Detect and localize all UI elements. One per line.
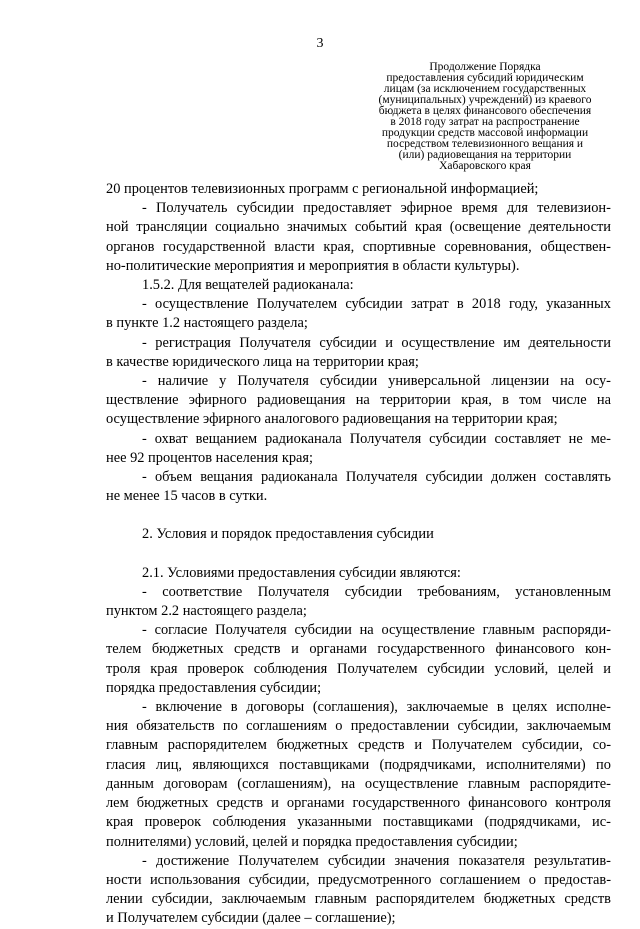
word: должен bbox=[491, 469, 537, 486]
word: ществление bbox=[106, 392, 179, 409]
word: ис- bbox=[592, 814, 611, 831]
word: у bbox=[219, 373, 227, 390]
word: эфирное bbox=[400, 200, 453, 217]
word: предусмотренного bbox=[317, 871, 432, 888]
word: 2018 bbox=[471, 296, 501, 313]
word: субсидии bbox=[345, 296, 403, 313]
word: в bbox=[230, 699, 238, 716]
word: и bbox=[271, 795, 279, 812]
word: осуществление bbox=[381, 622, 475, 639]
text-line bbox=[106, 199, 611, 218]
text-line bbox=[106, 238, 611, 257]
word: субсидии bbox=[319, 373, 378, 390]
word: Получателем bbox=[431, 737, 513, 754]
word: составлять bbox=[544, 469, 611, 486]
word: о bbox=[335, 718, 343, 735]
word: Получателя bbox=[257, 583, 330, 600]
word: проверок bbox=[144, 814, 202, 831]
word: поставщиками bbox=[383, 814, 474, 831]
word: году, bbox=[508, 296, 538, 313]
word: на bbox=[596, 392, 611, 409]
text-line bbox=[106, 871, 611, 890]
word: лем bbox=[106, 795, 129, 812]
word: субсидии bbox=[429, 430, 487, 447]
word: соответствие bbox=[162, 583, 243, 600]
word: исполне- bbox=[556, 699, 611, 716]
text-line bbox=[106, 391, 611, 410]
word: власти bbox=[274, 238, 315, 255]
word: составляет bbox=[494, 430, 561, 447]
header-note-line: Продолжение Порядка bbox=[429, 61, 541, 73]
word: деятельности bbox=[528, 334, 611, 351]
word: для bbox=[506, 200, 528, 217]
text-line bbox=[106, 698, 611, 717]
text-line: в качестве юридического лица на территории края; bbox=[106, 353, 419, 370]
text-line bbox=[106, 372, 611, 391]
word: по bbox=[596, 756, 611, 773]
text-line bbox=[106, 736, 611, 755]
word: на bbox=[341, 775, 356, 792]
word: главным bbox=[106, 737, 159, 754]
text-line bbox=[106, 295, 611, 314]
word: осуществление bbox=[155, 296, 249, 313]
text-line: порядка предоставления субсидии; bbox=[106, 679, 322, 696]
word: субсидии bbox=[327, 852, 386, 869]
word: субсидии bbox=[425, 469, 483, 486]
word: на bbox=[355, 392, 370, 409]
word: субсидии bbox=[319, 334, 377, 351]
text-line bbox=[106, 468, 611, 487]
word: края bbox=[150, 660, 178, 677]
word: наличие bbox=[157, 373, 209, 390]
word: органами bbox=[309, 641, 367, 658]
word: обществен- bbox=[540, 238, 611, 255]
word: не bbox=[568, 430, 583, 447]
word: Получателя bbox=[345, 469, 418, 486]
word: обязательств bbox=[136, 718, 215, 735]
word: телем bbox=[106, 641, 142, 658]
word: универсальной bbox=[388, 373, 481, 390]
word: поставщиками bbox=[279, 756, 370, 773]
word: - bbox=[142, 852, 147, 869]
word: в bbox=[456, 296, 464, 313]
text-line bbox=[106, 852, 611, 871]
word: края bbox=[414, 219, 443, 236]
header-note-line: продукции средств массовой информации bbox=[381, 127, 589, 139]
word: условий, bbox=[494, 660, 549, 677]
word: - bbox=[142, 296, 147, 313]
word: главным bbox=[468, 775, 521, 792]
word: государственного bbox=[352, 795, 461, 812]
word: и bbox=[385, 334, 393, 351]
header-note-line: бюджета в целях финансового обеспечения bbox=[378, 105, 592, 117]
word: (подрядчиками, bbox=[484, 814, 581, 831]
word: контроля bbox=[555, 795, 611, 812]
word: (соглашениям), bbox=[237, 775, 332, 792]
word: ности bbox=[106, 871, 142, 888]
text-line: осуществление эфирного аналогового радиовещания на территории края; bbox=[106, 411, 558, 428]
word: спортивные bbox=[362, 238, 436, 255]
word: по bbox=[222, 718, 238, 735]
word: государственного bbox=[377, 641, 485, 658]
word: - bbox=[142, 430, 147, 447]
word: проверок bbox=[187, 660, 244, 677]
word: соблюдения bbox=[253, 660, 328, 677]
word: ной bbox=[106, 219, 129, 236]
word: достижение bbox=[156, 852, 230, 869]
word: субсидии bbox=[236, 200, 294, 217]
text-line bbox=[106, 640, 611, 659]
word: - bbox=[142, 469, 147, 486]
word: том bbox=[519, 392, 542, 409]
text-line bbox=[106, 334, 611, 353]
word: и bbox=[414, 737, 423, 754]
word: бюджетных bbox=[483, 891, 556, 908]
word: осу- bbox=[585, 373, 611, 390]
text-line bbox=[106, 890, 611, 909]
word: событий bbox=[354, 219, 408, 236]
word: установленным bbox=[515, 583, 611, 600]
word: Получателя bbox=[215, 622, 287, 639]
word: (освещение bbox=[449, 219, 521, 236]
word: данным bbox=[106, 775, 154, 792]
word: субсидии bbox=[427, 660, 485, 677]
word: - bbox=[142, 373, 147, 390]
header-note bbox=[355, 62, 615, 172]
word: соревнования, bbox=[444, 238, 532, 255]
word: со- bbox=[592, 737, 611, 754]
word: бюджетных bbox=[151, 641, 224, 658]
word: целей bbox=[558, 660, 594, 677]
word: предоставлении bbox=[350, 718, 450, 735]
word: охват bbox=[154, 430, 188, 447]
word: требованиям, bbox=[417, 583, 500, 600]
word: Получателя bbox=[349, 430, 422, 447]
word: троля bbox=[106, 660, 141, 677]
word: социально bbox=[215, 219, 280, 236]
document-body bbox=[106, 180, 611, 929]
word: показателя bbox=[458, 852, 525, 869]
word: главным bbox=[314, 891, 367, 908]
word: соглашением bbox=[439, 871, 521, 888]
word: ния bbox=[106, 718, 129, 735]
word: - bbox=[142, 699, 147, 716]
word: предоставляет bbox=[303, 200, 392, 217]
header-note-line: лицам (за исключением государственных bbox=[383, 83, 587, 95]
header-note-line: посредством телевизионного вещания и bbox=[386, 138, 584, 150]
word: Получателя bbox=[237, 373, 309, 390]
text-line: полнителями) условий, целей и порядка предоставления субсидии; bbox=[106, 833, 518, 850]
word: осуществление bbox=[401, 334, 495, 351]
text-line: 20 процентов телевизионных программ с региональной информацией; bbox=[106, 181, 539, 197]
word: территории bbox=[380, 392, 451, 409]
word: результатив- bbox=[534, 852, 611, 869]
word: - bbox=[142, 622, 147, 639]
word: распоряди- bbox=[542, 622, 611, 639]
word: о bbox=[528, 871, 536, 888]
section-heading: 2. Условия и порядок предоставления субсидии bbox=[142, 526, 434, 543]
paragraph-gap bbox=[106, 506, 611, 525]
text-line: 2.1. Условиями предоставления субсидии являются: bbox=[142, 564, 461, 581]
word: субсидии, bbox=[248, 871, 310, 888]
paragraph-gap bbox=[106, 545, 611, 564]
word: гласия bbox=[106, 756, 146, 773]
word: заключаемым bbox=[526, 718, 611, 735]
word: им bbox=[503, 334, 521, 351]
word: целях bbox=[512, 699, 548, 716]
header-note-line: (или) радиовещания на территории bbox=[398, 149, 572, 161]
word: Получателем bbox=[337, 660, 418, 677]
text-line: и Получателем субсидии (далее – соглашение); bbox=[106, 910, 396, 927]
page-number: 3 bbox=[316, 36, 324, 51]
word: предостав- bbox=[544, 871, 611, 888]
word: - bbox=[142, 334, 147, 351]
word: края, bbox=[461, 392, 492, 409]
header-note-line: предоставления субсидий юридическим bbox=[386, 72, 584, 84]
word: договоры bbox=[246, 699, 305, 716]
word: ме- bbox=[590, 430, 611, 447]
text-line bbox=[106, 660, 611, 679]
word: использования bbox=[149, 871, 241, 888]
text-line bbox=[106, 813, 611, 832]
text-line: 1.5.2. Для вещателей радиоканала: bbox=[142, 277, 354, 294]
word: телевизион- bbox=[537, 200, 611, 217]
text-line bbox=[106, 621, 611, 640]
word: средств bbox=[358, 737, 405, 754]
word: лении bbox=[106, 891, 143, 908]
word: субсидии, bbox=[457, 718, 519, 735]
word: значения bbox=[394, 852, 450, 869]
word: Получателем bbox=[256, 296, 338, 313]
word: средств bbox=[234, 641, 281, 658]
word: заключаемые bbox=[406, 699, 489, 716]
word: соблюдения bbox=[212, 814, 286, 831]
word: значимых bbox=[287, 219, 348, 236]
word: органами bbox=[286, 795, 345, 812]
text-line bbox=[106, 794, 611, 813]
word: регистрация bbox=[155, 334, 231, 351]
word: в bbox=[502, 392, 509, 409]
word: Получателем bbox=[238, 852, 319, 869]
word: бюджетных bbox=[276, 737, 349, 754]
word: эфирного bbox=[188, 392, 247, 409]
word: Получатель bbox=[155, 200, 228, 217]
text-line bbox=[106, 756, 611, 775]
word: соглашениям bbox=[246, 718, 327, 735]
word: на bbox=[560, 373, 575, 390]
word: радиоканала bbox=[265, 430, 342, 447]
word: финансового bbox=[495, 641, 575, 658]
word: и bbox=[291, 641, 299, 658]
word: края bbox=[106, 814, 134, 831]
word: в bbox=[496, 699, 504, 716]
word: заключаемым bbox=[221, 891, 306, 908]
text-line bbox=[106, 775, 611, 794]
word: средств bbox=[216, 795, 264, 812]
word: исполнителями) bbox=[486, 756, 586, 773]
word: являющихся bbox=[192, 756, 269, 773]
text-line: не менее 15 часов в сутки. bbox=[106, 488, 268, 505]
word: деятельности bbox=[528, 219, 611, 236]
header-note-line: (муниципальных) учреждений) из краевого bbox=[378, 94, 592, 106]
word: края, bbox=[323, 238, 355, 255]
word: органов bbox=[106, 238, 155, 255]
word: кон- bbox=[585, 641, 611, 658]
text-line: но-политические мероприятия и мероприятия в области культуры). bbox=[106, 257, 520, 274]
word: лицензии bbox=[491, 373, 550, 390]
word: вещанием bbox=[195, 430, 258, 447]
text-line: нее 92 процентов населения края; bbox=[106, 449, 314, 466]
word: числе bbox=[551, 392, 587, 409]
word: радиовещания bbox=[257, 392, 346, 409]
word: (соглашения), bbox=[312, 699, 398, 716]
text-line: пунктом 2.2 настоящего раздела; bbox=[106, 603, 307, 620]
word: бюджетных bbox=[136, 795, 209, 812]
word: лиц, bbox=[155, 756, 183, 773]
word: (подрядчиками, bbox=[379, 756, 476, 773]
word: государственной bbox=[163, 238, 266, 255]
word: субсидии, bbox=[151, 891, 213, 908]
word: согласие bbox=[154, 622, 208, 639]
text-line bbox=[106, 218, 611, 237]
word: Получателя bbox=[239, 334, 311, 351]
word: осуществление bbox=[364, 775, 459, 792]
word: и bbox=[603, 660, 611, 677]
word: включение bbox=[155, 699, 223, 716]
word: вещания bbox=[200, 469, 253, 486]
word: - bbox=[142, 200, 147, 217]
header-note-line: Хабаровского края bbox=[439, 160, 531, 172]
word: субсидии bbox=[344, 583, 403, 600]
word: указанными bbox=[297, 814, 372, 831]
word: договорам bbox=[163, 775, 228, 792]
text-line bbox=[106, 717, 611, 736]
word: распорядите- bbox=[529, 775, 611, 792]
word: субсидии bbox=[294, 622, 352, 639]
word: радиоканала bbox=[260, 469, 338, 486]
word: распорядителем bbox=[375, 891, 475, 908]
word: время bbox=[461, 200, 498, 217]
word: средств bbox=[564, 891, 611, 908]
word: затрат bbox=[410, 296, 449, 313]
word: субсидии, bbox=[521, 737, 583, 754]
word: трансляции bbox=[136, 219, 208, 236]
word: главным bbox=[482, 622, 535, 639]
word: распорядителем bbox=[167, 737, 267, 754]
word: финансового bbox=[468, 795, 548, 812]
word: объем bbox=[154, 469, 193, 486]
word: - bbox=[142, 583, 147, 600]
text-line bbox=[106, 430, 611, 449]
header-note-line: в 2018 году затрат на распространение bbox=[390, 116, 580, 128]
text-line: в пункте 1.2 настоящего раздела; bbox=[106, 315, 308, 332]
word: указанных bbox=[546, 296, 611, 313]
text-line bbox=[106, 583, 611, 602]
word: на bbox=[359, 622, 374, 639]
